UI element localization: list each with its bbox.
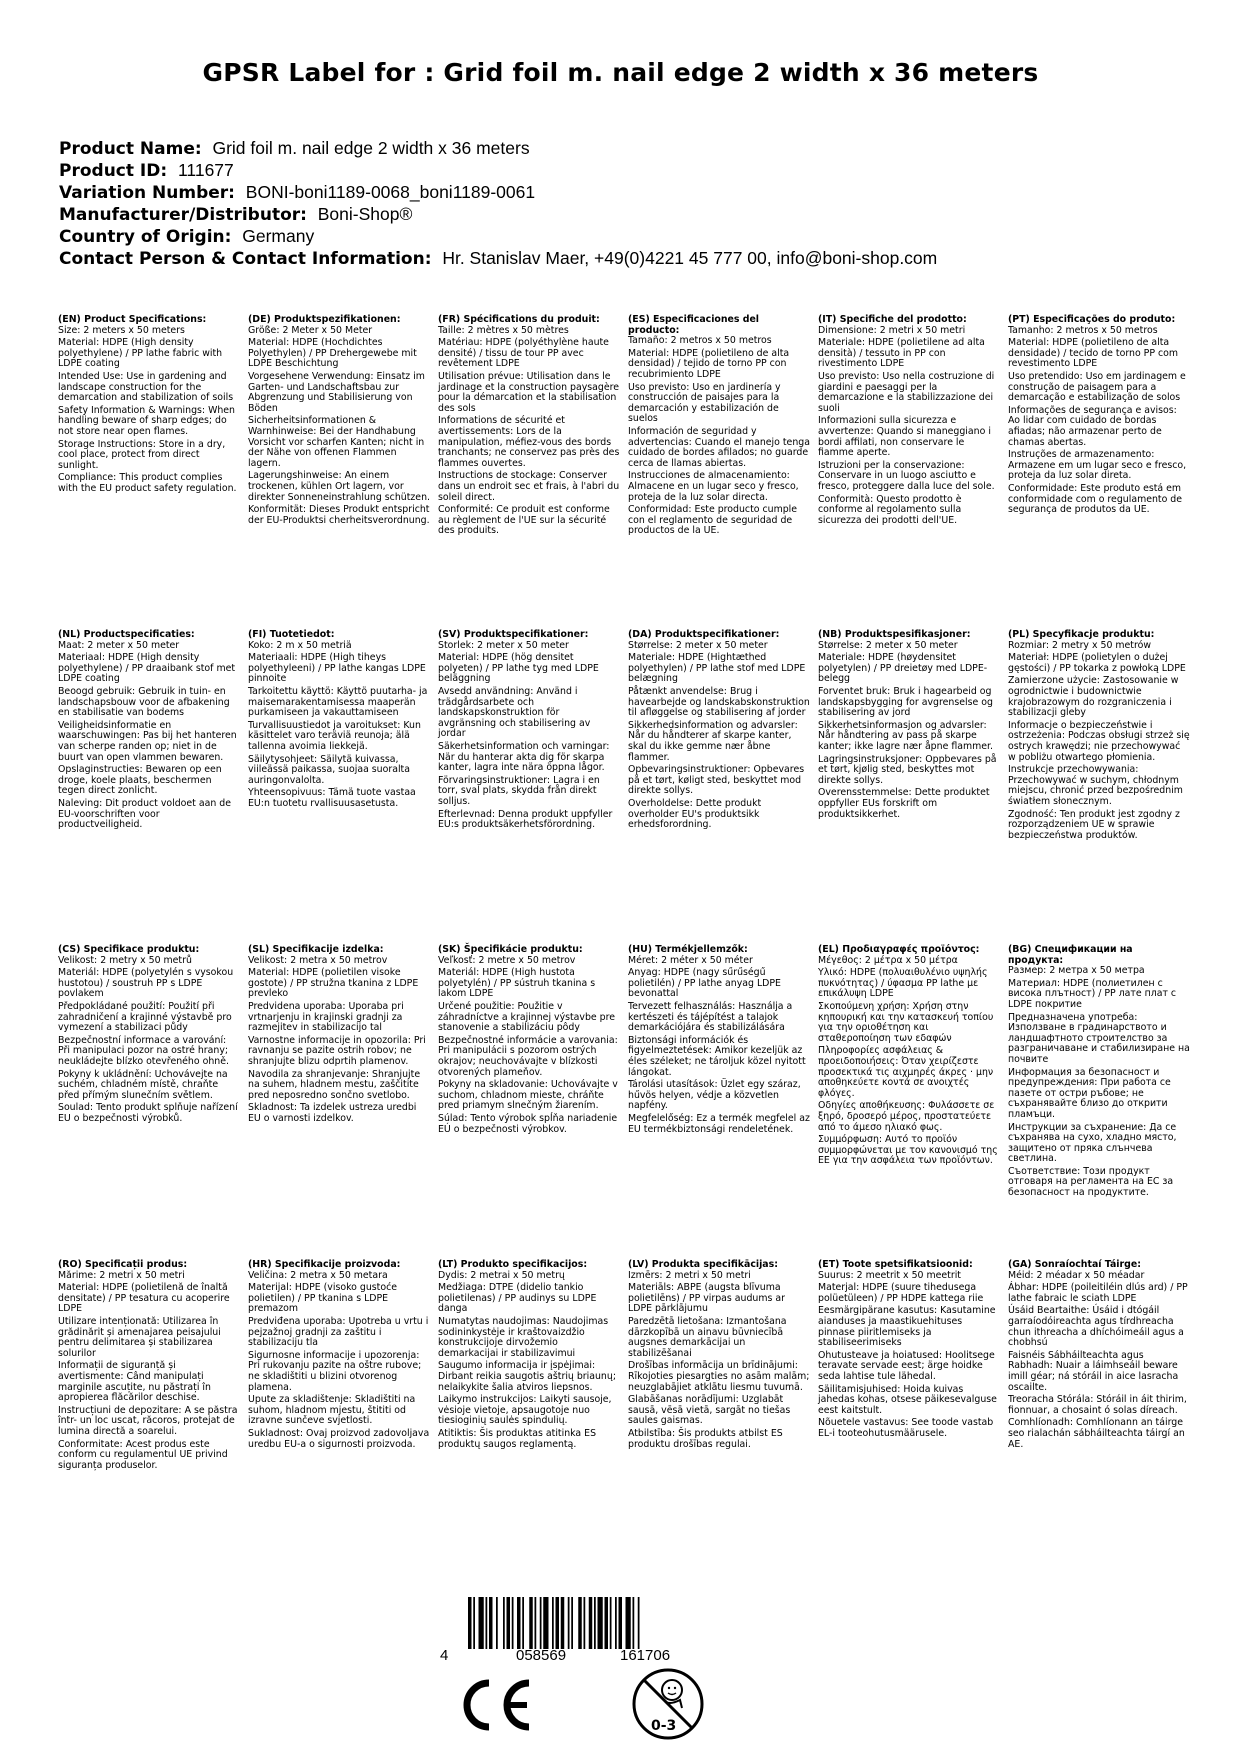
spec-line: Comhlíonadh: Comhlíonann an táirge seo rialachán sábháilteachta táirgí an AE. [1008, 1417, 1185, 1450]
spec-line: Предназначена употреба: Използване в градинарството и ландшафтното строителство за разграничаване и стабилизиране на почвите [1008, 1011, 1190, 1065]
spec-line: Zamierzone użycie: Zastosowanie w ogrodnictwie i budownictwie krajobrazowym do rozgraniczenia i stabilizacji gleby [1008, 675, 1179, 719]
spec-line: Material: HDPE (polietilenă de înaltă densitate) / PP tesatura cu acoperire LDPE [58, 1282, 230, 1315]
spec-line: Skladnost: Ta izdelek ustreza uredbi EU o varnosti izdelkov. [248, 1102, 417, 1124]
spec-block [1008, 630, 1198, 945]
spec-block [58, 630, 248, 945]
spec-heading: (FI) Tuotetiedot: [248, 629, 335, 640]
spec-line: Instrukcje przechowywania: Przechowywać w suchym, chłodnym miejscu, chronić przed bezpośrednim światłem słonecznym. [1008, 764, 1183, 807]
spec-line: Paredzētā lietošana: Izmantošana dārzkopībā un ainavu būvniecībā augsnes demarkācijai un stabilizēšanai [628, 1315, 787, 1359]
spec-line: Säkerhetsinformation och varningar: När du hanterar akta dig för skarpa kanter, lagra inte nära öppna lågor. [438, 740, 610, 774]
spec-line: Informacje o bezpieczeństwie i ostrzeżenia: Podczas obsługi strzeż się ostrych krawędzi; nie przechowywać w pobliżu otwartego płomienia. [1008, 719, 1190, 763]
spec-block [628, 315, 818, 630]
spec-line: Uso previsto: Uso en jardinería y construcción de paisajes para la demarcación y estabilización de suelos [628, 381, 781, 425]
spec-line: Overensstemmelse: Dette produktet oppfyller EUs forskrift om produktsikkerhet. [818, 787, 990, 820]
spec-line: Lagringsinstruksjoner: Oppbevares på et tørt, kjølig sted, beskyttes mot direkte sollys. [818, 753, 997, 786]
spec-line: Beoogd gebruik: Gebruik in tuin- en landschapsbouw voor de afbakening en stabilisatie van bodems [58, 685, 230, 719]
spec-line: Treoracha Stórála: Stóráil in áit thirim, fionnuar, a chosaint ó solas díreach. [1008, 1394, 1187, 1416]
spec-heading: (FR) Spécifications du produit: [438, 314, 600, 325]
spec-line: Varnostne informacije in opozorila: Pri ravnanju se pazite ostrih robov; ne shranjujte blizu odprtih plamenov. [248, 1034, 426, 1067]
barcode-digits-right: 161706 [620, 1647, 671, 1664]
spec-heading: (EN) Product Specifications: [58, 314, 207, 325]
info-label: Variation Number: [59, 183, 235, 203]
spec-line: Atbilstība: Šis produkts atbilst ES produktu drošības regulai. [628, 1427, 783, 1450]
spec-line: Materiale: HDPE (Hightæthed polyethylen) / PP lathe stof med LDPE belægning [628, 652, 806, 685]
spec-line: Sicherheitsinformationen & Warnhinweise: Bei der Handhabung Vorsicht vor scharfen Kanten; nicht in der Nähe von offenen Flammen lagern. [248, 415, 425, 469]
barcode [438, 1597, 708, 1667]
spec-line: Sikkerhedsinformation og advarsler: Når du håndterer af skarpe kanter, skal du ikke gemme nær åbne flammer. [628, 719, 798, 763]
spec-line: Sigurnosne informacije i upozorenja: Pri rukovanju pazite na oštre rubove; ne skladištiti u blizini otvorenog plamena. [248, 1349, 422, 1393]
info-label: Contact Person & Contact Information: [59, 249, 432, 269]
spec-line: Utilizare intenționată: Utilizarea în grădinărit și amenajarea peisajului pentru delimitarea și stabilizarea solurilor [58, 1315, 221, 1359]
spec-line: Tarkoitettu käyttö: Käyttö puutarha- ja maisemarakentamisessa maaperän purkamiseen ja vakauttamiseen [248, 685, 428, 719]
spec-line: Naleving: Dit product voldoet aan de EU-voorschriften voor productveiligheid. [58, 797, 231, 831]
spec-line: Størrelse: 2 meter x 50 meter [628, 639, 768, 651]
spec-block [628, 1260, 818, 1575]
spec-line: Tárolási utasítások: Üzlet egy száraz, hűvös helyen, védje a közvetlen napfény. [628, 1079, 801, 1112]
spec-line: Intended Use: Use in gardening and landscape construction for the demarcation and stabilization of soils [58, 370, 234, 404]
product-info-row [59, 182, 1199, 204]
spec-line: Anyag: HDPE (nagy sűrűségű polietilén) / PP lathe anyag LDPE bevonattal [628, 967, 781, 1000]
spec-block [628, 630, 818, 945]
spec-line: Größe: 2 Meter x 50 Meter [248, 324, 373, 336]
spec-line: Rozmiar: 2 metry x 50 metrów [1008, 639, 1152, 651]
barcode-bars [468, 1597, 708, 1649]
spec-line: Glabāšanas norādījumi: Uzglabāt sausā, vēsā vietā, sargāt no tiešas saules gaismas. [628, 1394, 791, 1427]
spec-line: Faisnéis Sábháilteachta agus Rabhadh: Nuair a láimhseáil beware imill géar; ná stóráil in aice lasracha oscailte. [1008, 1349, 1179, 1393]
product-info-row [59, 248, 1199, 270]
spec-line: Påtænkt anvendelse: Brug i havearbejde og landskabskonstruktion til afløggelse og stabilisering af jorder [628, 685, 810, 719]
spec-line: Conformidad: Este producto cumple con el reglamento de seguridad de productos de la UE. [628, 504, 798, 537]
spec-line: Opslaginstructies: Bewaren op een droge, koele plaats, beschermen tegen direct zonlicht. [58, 764, 222, 797]
info-label: Country of Origin: [59, 227, 232, 247]
spec-line: Materiale: HDPE (høydensitet polyetylen) / PP dreietøy med LDPE-belegg [818, 652, 988, 685]
page-title: GPSR Label for : Grid foil m. nail edge 2 width x 36 meters [202, 58, 1039, 87]
info-label: Manufacturer/Distributor: [59, 205, 307, 225]
spec-line: Opbevaringsinstruktioner: Opbevares på et tørt, køligt sted, beskyttet mod direkte sollys. [628, 764, 805, 797]
spec-line: Informations de sécurité et avertissements: Lors de la manipulation, méfiez-vous des bords tranchants; ne conservez pas près des flammes ouvertes. [438, 415, 620, 469]
spec-line: Materiál: HDPE (High hustota polyetylén) / PP sústruh tkanina s lakom LDPE [438, 967, 596, 1000]
spec-line: Conformité: Ce produit est conforme au règlement de l'UE sur la sécurité des produits. [438, 504, 610, 537]
spec-line: Material: HDPE (Hochdichtes Polyethylen) / PP Drehergewebe mit LDPE Beschichtung [248, 337, 417, 370]
spec-line: Biztonsági információk és figyelmeztetések: Amikor kezeljük az éles széleket; ne tároljuk közel nyitott lángokat. [628, 1034, 806, 1078]
spec-line: Predviđena uporaba: Upotreba u vrtu i pejzažnoj gradnji za zaštitu i stabilizaciju tla [248, 1315, 429, 1349]
spec-line: Uso pretendido: Uso em jardinagem e construção de paisagem para a demarcação e estabilização de solos [1008, 370, 1186, 404]
product-info [59, 138, 1199, 270]
spec-line: Informații de siguranță și avertismente: Când manipulați marginile ascuțite, nu păstrați în apropierea flăcărilor deschise. [58, 1360, 211, 1404]
spec-line: Ábhar: HDPE (poileitiléin dlús ard) / PP lathe fabraic le sciath LDPE [1008, 1282, 1188, 1304]
spec-line: Υλικό: HDPE (πολυαιθυλένιο υψηλής πυκνότητας) / ύφασμα PP lathe με επικάλυψη LDPE [818, 967, 988, 1000]
spec-heading: (EL) Προδιαγραφές προϊόντος: [818, 944, 980, 955]
spec-block [628, 945, 818, 1260]
spec-line: Información de seguridad y advertencias: Cuando el manejo tenga cuidado de bordes afilados; no guarde cerca de llamas abiertas. [628, 425, 810, 469]
spec-line: Efterlevnad: Denna produkt uppfyller EU:s produktsäkerhetsförordning. [438, 808, 613, 831]
spec-line: Uso previsto: Uso nella costruzione di giardini e paesaggi per la demarcazione e la stabilizzazione dei suoli [818, 370, 995, 414]
spec-line: Určené použitie: Použitie v záhradníctve a krajinnej výstavbe pre stanovenie a stabilizáciu pôdy [438, 1000, 616, 1034]
spec-line: Méret: 2 méter x 50 méter [628, 954, 753, 966]
spec-line: Materiál: HDPE (polyetylén s vysokou hustotou) / soustruh PP s LDPE povlakem [58, 967, 234, 1000]
spec-grid [58, 315, 1198, 1575]
spec-heading: (BG) Спецификации на продукта: [1008, 944, 1133, 966]
spec-heading: (ES) Especificaciones del producto: [628, 314, 760, 336]
spec-row [58, 945, 1198, 1260]
spec-heading: (GA) Sonraíochtaí Táirge: [1008, 1259, 1141, 1270]
spec-line: Turvallisuustiedot ja varoitukset: Kun käsittelet varo teräviä reunoja; älä tallenna avoimia liekkejä. [248, 719, 421, 752]
spec-line: Tamaño: 2 metros x 50 metros [628, 335, 772, 347]
spec-line: Materiāls: ABPE (augsta blīvuma polietilēns) / PP virpas audums ar LDPE pārklājumu [628, 1282, 785, 1315]
spec-block [438, 1260, 628, 1575]
spec-line: Dimensione: 2 metri x 50 metri [818, 324, 966, 336]
spec-heading: (ET) Toote spetsifikatsioonid: [818, 1259, 973, 1270]
spec-line: Veľkosť: 2 metre x 50 metrov [438, 954, 576, 966]
spec-line: Tamanho: 2 metros x 50 metros [1008, 324, 1158, 336]
spec-line: Méid: 2 méadar x 50 méadar [1008, 1269, 1145, 1281]
spec-line: Πληροφορίες ασφάλειας & προειδοποιήσεις: Όταν χειρίζεστε προσεκτικά τις αιχμηρές άκρες · μην αποθηκεύετε κοντά σε ανοιχτές φλόγες. [818, 1045, 994, 1099]
spec-line: Bezpečnostné informácie a varovania: Pri manipulácii s pozorom ostrých okrajov; neuchovávajte v blízkosti otvorených plameňov. [438, 1034, 618, 1078]
spec-line: Οδηγίες αποθήκευσης: Φυλάσσετε σε ξηρό, δροσερό μέρος, προστατεύετε από το άμεσο ηλιακό φως. [818, 1100, 995, 1133]
info-value: BONI-boni1189-0068_boni1189-0061 [245, 182, 536, 202]
spec-heading: (PL) Specyfikacje produktu: [1008, 629, 1155, 640]
spec-line: Tervezett felhasználás: Használja a kertészeti és tájépítést a talajok demarkációjára és stabilizálására [628, 1000, 793, 1034]
spec-line: Megfelelőség: Ez a termék megfelel az EU termékbiztonsági rendeletének. [628, 1112, 810, 1135]
info-label: Product ID: [59, 161, 168, 181]
spec-row [58, 630, 1198, 945]
barcode-digits-middle: 058569 [516, 1647, 567, 1664]
spec-block [818, 945, 1008, 1260]
spec-line: Suurus: 2 meetrit x 50 meetrit [818, 1269, 961, 1281]
product-info-row [59, 226, 1199, 248]
spec-heading: (PT) Especificações do produto: [1008, 314, 1176, 325]
spec-line: Materiaali: HDPE (High tiheys polyethyleeni) / PP lathe kangas LDPE pinnoite [248, 652, 426, 685]
spec-line: Instructions de stockage: Conserver dans un endroit sec et frais, à l'abri du soleil direct. [438, 470, 620, 503]
spec-block [248, 1260, 438, 1575]
spec-line: Μέγεθος: 2 μέτρα x 50 μέτρα [818, 954, 958, 966]
spec-line: Materjal: HDPE (suure tihedusega polüetüleen) / PP HDPE kattega riie [818, 1282, 984, 1304]
spec-line: Съответствие: Този продукт отговаря на регламента на ЕС за безопасност на продуктите. [1008, 1165, 1174, 1199]
spec-block [818, 630, 1008, 945]
spec-line: Materiał: HDPE (polietylen o dużej gęstości) / PP tokarka z powłoką LDPE [1008, 652, 1186, 674]
spec-line: Pokyny na skladovanie: Uchovávajte v suchom, chladnom mieste, chráňte pred priamym slnečným žiarením. [438, 1079, 618, 1112]
spec-line: Drošības informācija un brīdinājumi: Rīkojoties piesargties no asām malām; neuzglabājiet atklātu liesmu tuvumā. [628, 1360, 810, 1393]
spec-line: Conformitate: Acest produs este conform cu regulamentul UE privind siguranța produselor. [58, 1438, 228, 1471]
spec-heading: (HU) Termékjellemzők: [628, 944, 748, 955]
spec-line: Eesmärgipärane kasutus: Kasutamine aianduses ja maastikuehituses pinnase piiritlemiseks ja stabiliseerimiseks [818, 1305, 996, 1349]
spec-block [438, 630, 628, 945]
spec-line: Izmērs: 2 metri x 50 metri [628, 1269, 751, 1281]
spec-block [248, 630, 438, 945]
barcode-digit-left: 4 [440, 1647, 449, 1664]
spec-line: Yhteensopivuus: Tämä tuote vastaa EU:n tuotetu rvallisuusasetusta. [248, 787, 416, 809]
spec-line: Navodila za shranjevanje: Shranjujte na suhem, hladnem mestu, zaščitite pred neposredno sončno svetlobo. [248, 1068, 421, 1101]
spec-line: Säilytysohjeet: Säilytä kuivassa, viileässä paikassa, suojaa suoralta auringonvalolta. [248, 753, 410, 786]
spec-block [58, 945, 248, 1260]
spec-line: Soulad: Tento produkt splňuje nařízení EU o bezpečnosti výrobků. [58, 1102, 238, 1124]
spec-line: Conformidade: Este produto está em conformidade com o regulamento de segurança de produtos da UE. [1008, 482, 1183, 516]
product-info-row [59, 204, 1199, 226]
spec-line: Safety Information & Warnings: When handling beware of sharp edges; do not store near open flames. [58, 404, 235, 437]
spec-line: Размер: 2 метра x 50 метра [1008, 965, 1145, 977]
spec-line: Upute za skladištenje: Skladištiti na suhom, hladnom mjestu, štititi od izravne sunčeve svjetlosti. [248, 1394, 416, 1427]
spec-line: Mărime: 2 metri x 50 metri [58, 1269, 185, 1281]
spec-line: Pokyny k ukládnění: Uchovávejte na suchém, chladném místě, chraňte před přímým slunečním světlem. [58, 1068, 228, 1101]
spec-line: Sikkerhetsinformasjon og advarsler: Når håndtering av pass på skarpe kanter; ikke lagre nær åpne flammer. [818, 719, 993, 752]
spec-block [248, 945, 438, 1260]
spec-line: Numatytas naudojimas: Naudojimas sodininkystėje ir kraštovaizdžio konstrukcijoje dirvožemio demarkacijai ir stabilizavimui [438, 1315, 609, 1359]
info-value: Hr. Stanislav Maer, +49(0)4221 45 777 00, info@boni-shop.com [442, 248, 938, 268]
spec-heading: (CS) Specifikace produktu: [58, 944, 200, 955]
spec-line: Størrelse: 2 meter x 50 meter [818, 639, 958, 651]
info-value: Grid foil m. nail edge 2 width x 36 meters [212, 138, 530, 158]
info-value: 111677 [177, 160, 234, 180]
spec-line: Vorgesehene Verwendung: Einsatz im Garten- und Landschaftsbau zur Abgrenzung und Stabilisierung von Böden [248, 370, 425, 414]
spec-line: Predvidena uporaba: Uporaba pri vrtnarjenju in krajinski gradnji za razmejitev in stabilizacijo tal [248, 1000, 404, 1034]
spec-heading: (DE) Produktspezifikationen: [248, 314, 401, 325]
info-label: Product Name: [59, 139, 202, 159]
spec-heading: (SV) Produktspecifikationer: [438, 629, 589, 640]
spec-heading: (NL) Productspecificaties: [58, 629, 195, 640]
spec-line: Koko: 2 m x 50 metriä [248, 639, 352, 651]
spec-heading: (HR) Specifikacije proizvoda: [248, 1259, 401, 1270]
spec-line: Instrucțiuni de depozitare: A se păstra într- un loc uscat, răcoros, protejat de lumina directă a soarelui. [58, 1404, 238, 1437]
spec-line: Matériau: HDPE (polyéthylène haute densité) / tissu de tour PP avec revêtement LDPE [438, 337, 609, 370]
spec-block [438, 945, 628, 1260]
spec-line: Laikymo instrukcijos: Laikyti sausoje, vėsioje vietoje, apsaugotoje nuo tiesioginių saulės spindulių. [438, 1394, 612, 1427]
spec-line: Taille: 2 mètres x 50 mètres [438, 324, 569, 336]
spec-line: Nõuetele vastavus: See toode vastab EL-i tooteohutusmäärusele. [818, 1417, 994, 1439]
spec-line: Konformität: Dieses Produkt entspricht der EU-Produktsi cherheitsverordnung. [248, 504, 430, 526]
product-info-row [59, 138, 1199, 160]
spec-line: Istruzioni per la conservazione: Conservare in un luogo asciutto e fresco, proteggere dalla luce del sole. [818, 459, 995, 492]
spec-block [1008, 1260, 1198, 1575]
spec-line: Avsedd användning: Använd i trädgårdsarbete och landskapskonstruktion för avgränsning och stabilisering av jordar [438, 685, 591, 740]
spec-line: Materijal: HDPE (visoko gustoće polietilen) / PP tkanina s LDPE premazom [248, 1282, 398, 1315]
not-suitable-0-3-icon [630, 1666, 706, 1742]
spec-line: Velikost: 2 metry x 50 metrů [58, 954, 192, 966]
info-value: Germany [242, 226, 315, 246]
spec-line: Storage Instructions: Store in a dry, cool place, protect from direct sunlight. [58, 438, 226, 471]
spec-heading: (SK) Špecifikácie produktu: [438, 944, 583, 955]
spec-block [58, 1260, 248, 1575]
spec-block [818, 1260, 1008, 1575]
spec-line: Atitiktis: Šis produktas atitinka ES produktų saugos reglamentą. [438, 1427, 597, 1450]
spec-line: Veličina: 2 metra x 50 metara [248, 1269, 388, 1281]
spec-line: Информация за безопасност и предупреждения: При работа се пазете от остри ръбове; не съхранявайте близо до открити пламъци. [1008, 1066, 1171, 1120]
spec-row [58, 315, 1198, 630]
spec-line: Informações de segurança e avisos: Ao lidar com cuidado de bordas afiadas; não armazenar perto de chamas abertas. [1008, 404, 1177, 448]
spec-line: Medžiaga: DTPE (didelio tankio polietilenas) / PP audinys su LDPE danga [438, 1282, 597, 1315]
spec-line: Forventet bruk: Bruk i hagearbeid og landskapsbygging for avgrenselse og stabilisering av jord [818, 685, 993, 719]
spec-line: Lagerungshinweise: An einem trockenen, kühlen Ort lagern, vor direkter Sonneneinstrahlung schützen. [248, 470, 431, 503]
spec-line: Material: HDPE (High density polyethylene) / PP lathe fabric with LDPE coating [58, 337, 223, 370]
spec-line: Material: HDPE (polietileno de alta densidade) / tecido de torno PP com revestimento LDPE [1008, 337, 1178, 370]
product-info-row [59, 160, 1199, 182]
spec-line: Material: HDPE (polietileno de alta densidad) / tejido de torno PP con recubrimiento LDPE [628, 347, 790, 380]
spec-block [248, 315, 438, 630]
spec-line: Material: HDPE (hög densitet polyeten) / PP lathe tyg med LDPE beläggning [438, 652, 599, 685]
spec-block [438, 315, 628, 630]
spec-line: Ohutusteave ja hoiatused: Hoolitsege teravate servade eest; ärge hoidke seda lahtise tule lähedal. [818, 1349, 995, 1382]
spec-line: Материал: HDPE (полиетилен с висока плътност) / PP лате плат с LDPE покритие [1008, 977, 1177, 1010]
spec-line: Předpokládané použití: Použití při zahradničení a krajinné výstavbě pro vymezení a stabilizaci půdy [58, 1000, 232, 1034]
spec-line: Συμμόρφωση: Αυτό το προϊόν συμμορφώνεται με τον κανονισμό της ΕΕ για την ασφάλεια των προϊόντων. [818, 1134, 998, 1167]
spec-line: Size: 2 meters x 50 meters [58, 324, 185, 336]
spec-line: Maat: 2 meter x 50 meter [58, 639, 180, 651]
spec-line: Material: HDPE (polietilen visoke gostote) / PP stružna tkanina z LDPE prevleko [248, 967, 419, 1000]
spec-line: Storlek: 2 meter x 50 meter [438, 639, 569, 651]
spec-line: Bezpečnostní informace a varování: Při manipulaci pozor na ostré hrany; neukládejte blízko otevřeného ohně. [58, 1034, 229, 1067]
spec-heading: (IT) Specifiche del prodotto: [818, 314, 967, 325]
spec-line: Инструкции за съхранение: Да се съхранява на сухо, хладно място, защитено от пряка слънчева светлина. [1008, 1121, 1177, 1165]
info-value: Boni-Shop® [317, 204, 413, 224]
spec-line: Säilitamisjuhised: Hoida kuivas jahedas kohas, otsese päikesevalguse eest kaitstult. [818, 1383, 997, 1416]
spec-line: Förvaringsinstruktioner: Lagra i en torr, sval plats, skydda från direkt solljus. [438, 774, 600, 807]
spec-block [818, 315, 1008, 630]
spec-line: Saugumo informacija ir įspėjimai: Dirbant reikia saugotis aštrių briaunų; nelaikykite šalia atviros liepsnos. [438, 1360, 616, 1393]
spec-line: Conformità: Questo prodotto è conforme al regolamento sulla sicurezza dei prodotti dell'UE. [818, 493, 962, 526]
spec-block [1008, 315, 1198, 630]
spec-heading: (SL) Specifikacije izdelka: [248, 944, 384, 955]
ce-mark-icon [455, 1675, 535, 1735]
spec-line: Veiligheidsinformatie en waarschuwingen: Pas bij het hanteren van scherpe randen op; niet in de buurt van open vlammen bewaren. [58, 719, 237, 763]
spec-line: Materiaal: HDPE (High density polyethylene) / PP draaibank stof met LDPE coating [58, 652, 236, 685]
spec-line: Velikost: 2 metra x 50 metrov [248, 954, 388, 966]
spec-line: Informazioni sulla sicurezza e avvertenze: Quando si maneggiano i bordi affilati, non conservare le fiamme aperte. [818, 415, 991, 459]
spec-line: Instrucciones de almacenamiento: Almacene en un lugar seco y fresco, proteja de la luz solar directa. [628, 470, 799, 503]
spec-line: Súlad: Tento výrobok spĺňa nariadenie EÚ o bezpečnosti výrobkov. [438, 1112, 618, 1135]
spec-block [58, 315, 248, 630]
spec-line: Dydis: 2 metrai x 50 metrų [438, 1269, 565, 1281]
spec-heading: (DA) Produktspecifikationer: [628, 629, 780, 640]
spec-block [1008, 945, 1198, 1260]
spec-line: Overholdelse: Dette produkt overholder EU's produktsikk erhedsforordning. [628, 797, 762, 831]
spec-row [58, 1260, 1198, 1575]
spec-line: Sukladnost: Ovaj proizvod zadovoljava uredbu EU-a o sigurnosti proizvoda. [248, 1427, 430, 1450]
spec-line: Σκοπούμενη χρήση: Χρήση στην κηπουρική και την κατασκευή τοπίου για την οριοθέτηση και σταθεροποίηση των εδαφών [818, 1000, 994, 1044]
spec-line: Zgodność: Ten produkt jest zgodny z rozporządzeniem UE w sprawie bezpieczeństwa produktów. [1008, 808, 1180, 841]
age-range-label: 0-3 [651, 1718, 677, 1734]
spec-line: Utilisation prévue: Utilisation dans le jardinage et la construction paysagère pour la démarcation et la stabilisation des sols [438, 370, 620, 414]
spec-line: Materiale: HDPE (polietilene ad alta densità) / tessuto in PP con rivestimento LDPE [818, 337, 985, 370]
spec-line: Instruções de armazenamento: Armazene em um lugar seco e fresco, proteja da luz solar direta. [1008, 449, 1187, 482]
spec-heading: (LV) Produkta specifikācijas: [628, 1259, 778, 1270]
spec-line: Úsáid Beartaithe: Úsáid i dtógáil garraíodóireachta agus tírdhreacha chun ithreacha a dhíchóimeáil agus a chobhsú [1008, 1305, 1184, 1349]
spec-line: Compliance: This product complies with the EU product safety regulation. [58, 472, 237, 494]
spec-heading: (NB) Produktspesifikasjoner: [818, 629, 971, 640]
spec-heading: (RO) Specificații produs: [58, 1259, 188, 1270]
spec-heading: (LT) Produkto specifikacijos: [438, 1259, 588, 1270]
